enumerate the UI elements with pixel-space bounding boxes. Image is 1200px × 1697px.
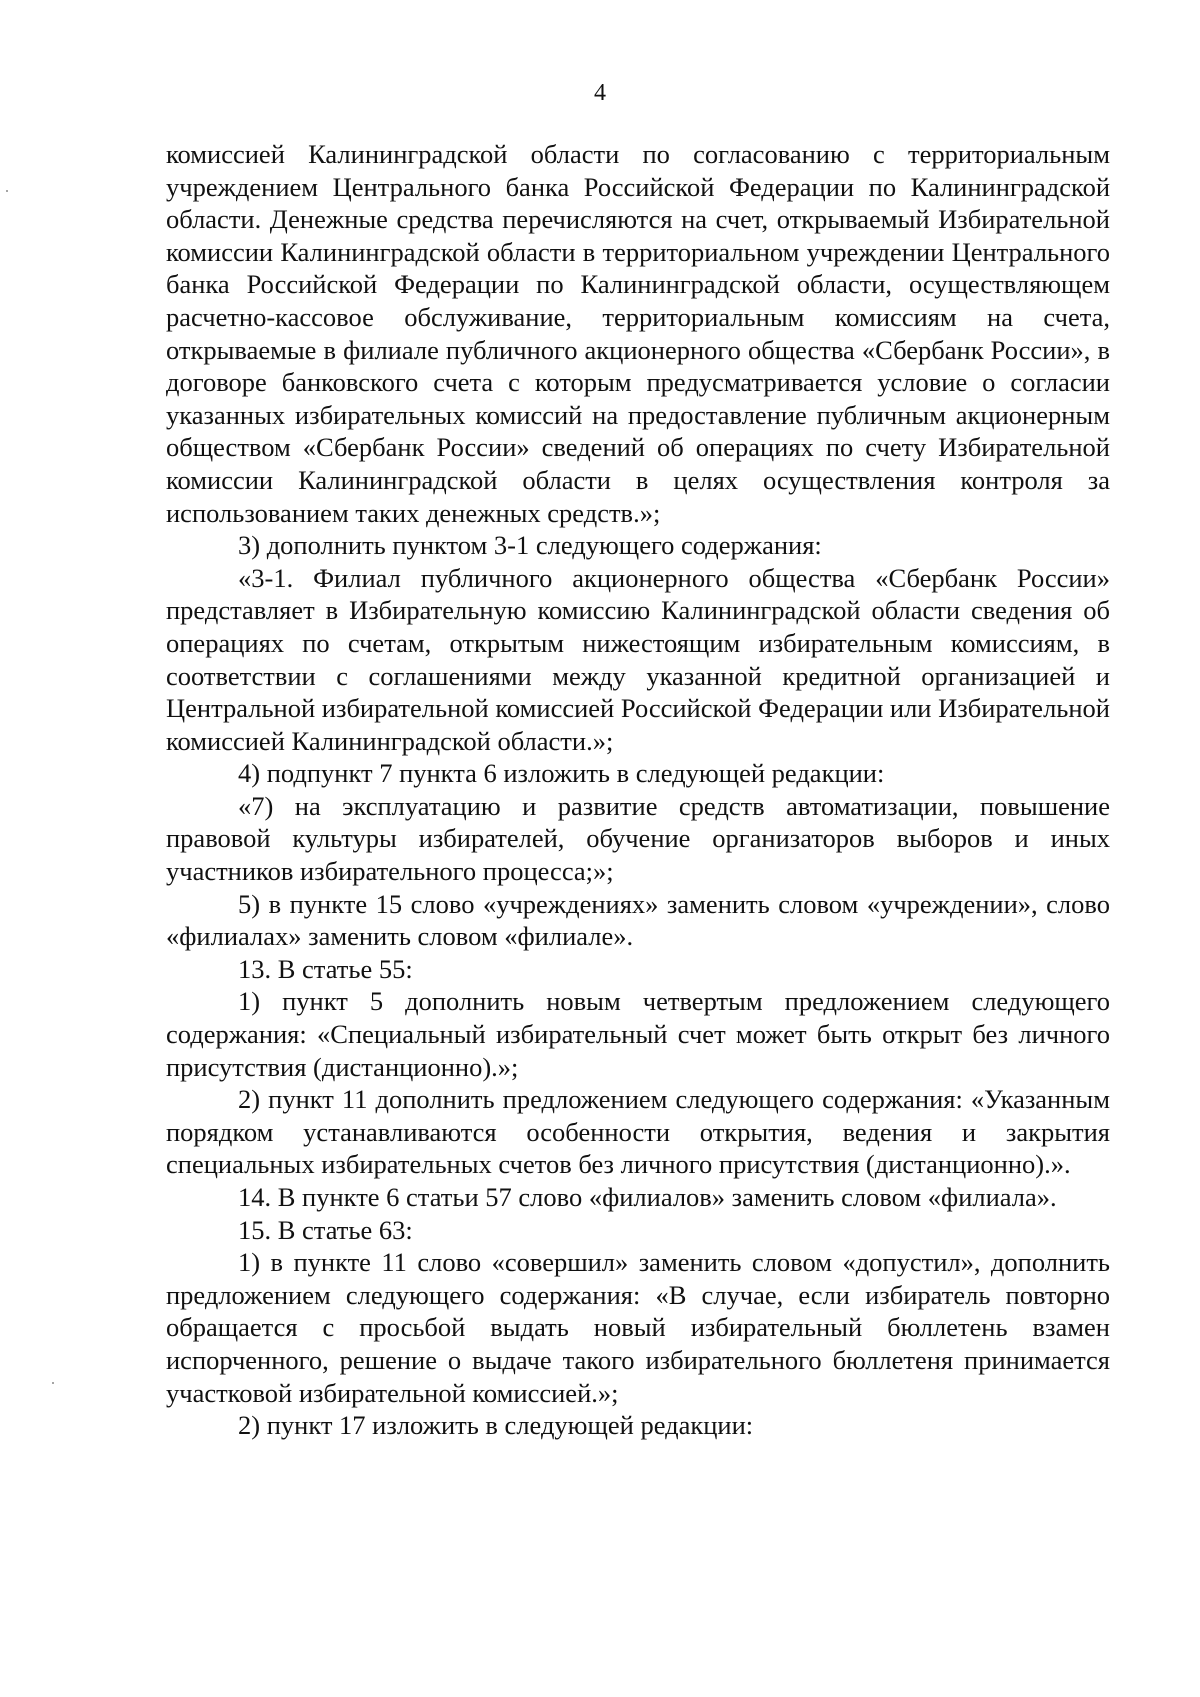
paragraph-quote-7: «7) на эксплуатацию и развитие средств автоматизации, повышение правовой культуры избирателей, обучение организаторов выборов и иных участников избирательного процесса;»;: [166, 790, 1110, 887]
paragraph-item-3: 3) дополнить пунктом 3-1 следующего содержания:: [238, 530, 822, 561]
scan-speck: [6, 190, 8, 192]
paragraph-15-item-1: 1) в пункте 11 слово «совершил» заменить словом «допустил», дополнить предложением следующего содержания: «В случае, если избиратель повторно обращается с просьбой выдать новый избирательный бюллетень взамен испорченного, решение о выдаче такого избирательного бюллетеня принимается участковой избирательной комиссией.»;: [166, 1247, 1110, 1408]
paragraph-13-item-2: 2) пункт 11 дополнить предложением следующего содержания: «Указанным порядком устанавливаются особенности открытия, ведения и закрытия специальных избирательных счетов без личного присутствия (дистанционно).».: [166, 1084, 1110, 1180]
paragraph-15-item-2: 2) пункт 17 изложить в следующей редакции:: [238, 1410, 754, 1441]
paragraph-article-13: 13. В статье 55:: [238, 953, 413, 984]
document-body: [166, 138, 1110, 1442]
page-number: 4: [594, 80, 606, 106]
paragraph-article-15: 15. В статье 63:: [238, 1214, 413, 1245]
scan-speck: [52, 1382, 54, 1384]
paragraph-item-4: 4) подпункт 7 пункта 6 изложить в следующей редакции:: [238, 758, 885, 789]
paragraph-item-5: 5) в пункте 15 слово «учреждениях» заменить словом «учреждении», слово «филиалах» заменить словом «филиале».: [166, 888, 1110, 952]
paragraph-13-item-1: 1) пункт 5 дополнить новым четвертым предложением следующего содержания: «Специальный избирательный счет может быть открыт без личного присутствия (дистанционно).»;: [166, 986, 1110, 1082]
paragraph-article-14: 14. В пункте 6 статьи 57 слово «филиалов» заменить словом «филиала».: [238, 1182, 1057, 1212]
paragraph-quote-3-1: «3-1. Филиал публичного акционерного общества «Сбербанк России» представляет в Избирательную комиссию Калининградской области сведения об операциях по счетам, открытым нижестоящим избирательным комиссиям, в соответствии с соглашениями между указанной кредитной организацией и Центральной избирательной комиссией Российской Федерации или Избирательной комиссией Калининградской области.»;: [166, 562, 1110, 756]
paragraph-continuation: комиссией Калининградской области по согласованию с территориальным учреждением Центрального банка Российской Федерации по Калининградской области. Денежные средства перечисляются на счет, открываемый Избирательной комиссии Калининградской области в территориальном учреждении Центрального банка Российской Федерации по Калининградской области, осуществляющем расчетно-кассовое обслуживание, территориальным комиссиям на счета, открываемые в филиале публичного акционерного общества «Сбербанк России», в договоре банковского счета с которым предусматривается условие о согласии указанных избирательных комиссий на предоставление публичным акционерным обществом «Сбербанк России» сведений об операциях по счету Избирательной комиссии Калининградской области в целях осуществления контроля за использованием таких денежных средств.»;: [166, 139, 1110, 528]
